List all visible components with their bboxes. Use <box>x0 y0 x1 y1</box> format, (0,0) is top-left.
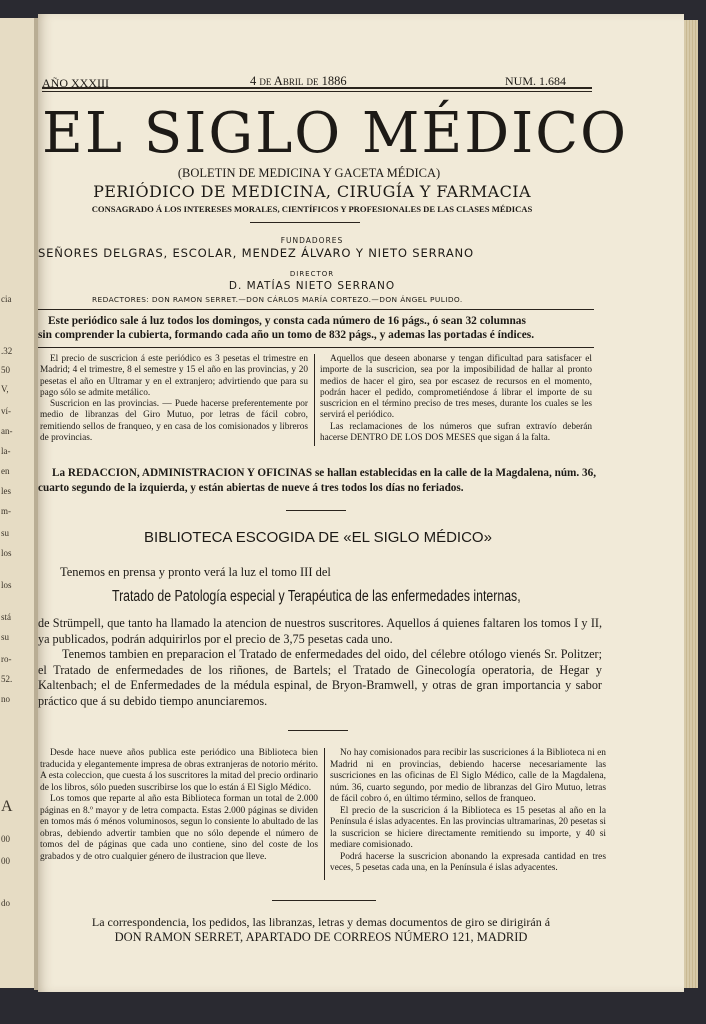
footer-line-2: DON RAMON SERRET, APARTADO DE CORREOS NÚMERO 121, MADRID <box>114 930 528 944</box>
paragraph: El precio de suscricion á este periódico es 3 pesetas el trimestre en Madrid; 4 el trimestre, 8 el semestre y 15 el año en las provincias, y 20 pesetas el año en Ultramar y en el extranjero; advirtiendo que para su pago sólo se admite metálico. <box>40 354 308 398</box>
margin-fragment: cia <box>1 294 12 304</box>
notice-line-2: sin comprender la cubierta, formando cada año un tomo de 832 págs., y ademas las portadas é índices. <box>38 329 535 341</box>
paragraph: Aquellos que deseen abonarse y tengan dificultad para satisfacer el importe de la suscricion, sea por la imposibilidad de hallar al pronto medios de hacer el giro, sea por escasez de recursos en el momento, podrán hacer el pedido, comprometiéndose á librar el importe de su suscricion en el término preciso de tres meses, durante los cuales se les servirá el periódico. <box>320 354 592 421</box>
director: D. MATÍAS NIETO SERRANO <box>228 280 396 292</box>
margin-fragment: en <box>1 466 10 476</box>
margin-fragment: su <box>1 632 10 642</box>
tagline: PERIÓDICO DE MEDICINA, CIRUGÍA Y FARMACIA <box>93 182 531 201</box>
margin-fragment: les <box>1 486 11 496</box>
margin-fragment: m- <box>1 506 11 516</box>
margin-fragment: los <box>1 580 12 590</box>
column-divider <box>324 748 325 880</box>
library-intro: Tenemos en prensa y pronto verá la luz el tomo III del <box>60 565 331 579</box>
column-divider <box>314 354 315 446</box>
editors: REDACTORES: DON RAMON SERRET.—DON CÁRLOS MARÍA CORTEZO.—DON ÁNGEL PULIDO. <box>92 295 463 304</box>
margin-fragment: 50 <box>1 365 10 375</box>
book-title: Tratado de Patología especial y Terapéutica de las enfermedades internas, <box>112 588 521 605</box>
subscription-right-column <box>320 354 592 444</box>
library-heading: BIBLIOTECA ESCOGIDA DE «EL SIGLO MÉDICO» <box>144 529 492 546</box>
margin-fragment: an- <box>1 426 13 436</box>
paragraph: Suscricion en las provincias. — Puede hacerse preferentemente por medio de libranzas del Giro Mutuo, por letras de fácil cobro, remitiendo sellos de franqueo, y en casa de los comisionados y libreros de provincias. <box>40 399 308 444</box>
footer-line-1: La correspondencia, los pedidos, las libranzas, letras y demas documentos de giro se dirigirán á <box>91 915 551 929</box>
paragraph: No hay comisionados para recibir las suscriciones á la Biblioteca ni en Madrid ni en provincias, debiendo hacerse necesariamente las suscriciones en las oficinas de El Siglo Médico, calle de la Magdalena, núm. 36, cuarto segundo, por medio de libranzas del Giro Mutuo, letras de fácil cobro ó, en último término, sellos de franqueo. <box>330 748 606 804</box>
paragraph: de Strümpell, que tanto ha llamado la atencion de nuestros suscritores. Aquellos á quienes faltaren los tomos I y II, ya publicados, podrán adquirirlos por el precio de 3,75 pesetas cada uno. <box>38 616 602 646</box>
divider <box>288 730 348 731</box>
paragraph: Desde hace nueve años publica este periódico una Biblioteca bien traducida y elegantemente impresa de obras extranjeras de notorio mérito. A esta coleccion, que cuesta á los suscritores la mitad del precio ordinario de los libros, sólo pueden suscribirse los que lo están á El Siglo Médico. <box>40 748 318 793</box>
margin-fragment: stá <box>1 612 11 622</box>
margin-fragment: .32 <box>1 346 13 356</box>
paragraph: Podrá hacerse la suscricion abonando la expresada cantidad en tres veces, 5 pesetas cada una, en la Península é islas adyacentes. <box>330 851 606 873</box>
founders-label: FUNDADORES <box>280 236 344 245</box>
office-notice: La REDACCION, ADMINISTRACION Y OFICINAS se hallan establecidas en la calle de la Magdalena, núm. 36, cuarto segundo de la izquierda, y están abiertas de nueve á tres todos los días no feriados. <box>38 467 596 494</box>
issue-number: NUM. 1.684 <box>505 74 567 88</box>
header-rule-thin <box>42 91 592 92</box>
dedication: CONSAGRADO Á LOS INTERESES MORALES, CIENTÍFICOS Y PROFESIONALES DE LAS CLASES MÉDICAS <box>91 204 533 214</box>
rule <box>38 347 594 348</box>
margin-fragment: do <box>1 898 10 908</box>
margin-fragment: 52. <box>1 674 13 684</box>
margin-fragment: la- <box>1 446 11 456</box>
page-title: EL SIGLO MÉDICO <box>42 101 628 166</box>
issue-date: 4 de Abril de 1886 <box>250 74 347 88</box>
margin-fragment: no <box>1 694 10 704</box>
margin-fragment: 00 <box>1 834 10 844</box>
divider <box>272 900 376 901</box>
page-edges <box>684 20 698 988</box>
notice-line-1: Este periódico sale á luz todos los domingos, y consta cada número de 16 págs., ó sean 32 columnas <box>48 315 526 327</box>
paragraph: El precio de la suscricion á la Biblioteca es 15 pesetas al año en la Península é islas adyacentes. En las provincias ultramarinas, 20 pesetas si la suscricion se hiciere directamente remitiendo su importe, y 40 si mediare comisionado. <box>330 805 606 850</box>
margin-fragment: los <box>1 548 12 558</box>
library-text <box>38 616 602 710</box>
left-facing-page <box>0 18 36 988</box>
margin-fragment: A <box>1 798 13 815</box>
paragraph: Los tomos que reparte al año esta Biblioteca forman un total de 2.000 páginas en 8.º mayor y de letra compacta. Estas 2.000 páginas se dividen en tomos más ó ménos voluminosos, segun lo consiente lo abultado de las obras, debiendo advertir tambien que no sólo depende el número de tomos del de páginas que cada uno contiene, sino del coste de los grabados y de otro cualquier género de ilustracion que lleve. <box>40 794 318 862</box>
margin-fragment: su <box>1 528 10 538</box>
divider <box>250 222 360 223</box>
subscription-left-column <box>40 354 308 444</box>
founders: SEÑORES DELGRAS, ESCOLAR, MENDEZ ÁLVARO Y NIETO SERRANO <box>38 246 474 260</box>
library-left-column <box>40 748 318 863</box>
margin-fragment: ro- <box>1 654 12 664</box>
library-right-column <box>330 748 606 875</box>
rule <box>38 309 594 310</box>
paragraph: Tenemos tambien en preparacion el Tratado de enfermedades del oido, del célebre otólogo vienés Sr. Politzer; el Tratado de enfermedades de los riñones, de Bartels; el Tratado de Ginecología operatoria, de Hegar y Kaltenbach; el de Enfermedades de la médula espinal, de Bryon-Bramwell, y otras de gran importancia y sabor práctico que á su debido tiempo anunciaremos. <box>38 647 602 708</box>
header-rule <box>42 87 592 89</box>
divider <box>286 510 346 511</box>
margin-fragment: 00 <box>1 856 10 866</box>
year-label: AÑO XXXIII <box>42 76 109 90</box>
subtitle: (BOLETIN DE MEDICINA Y GACETA MÉDICA) <box>177 166 441 180</box>
paragraph: Las reclamaciones de los números que sufran extravío deberán hacerse DENTRO DE LOS DOS MESES que sigan á la falta. <box>320 421 592 444</box>
margin-fragment: ví- <box>1 406 11 416</box>
margin-fragment: V, <box>1 384 9 394</box>
director-label: DIRECTOR <box>289 270 335 278</box>
newspaper-page <box>38 14 684 992</box>
